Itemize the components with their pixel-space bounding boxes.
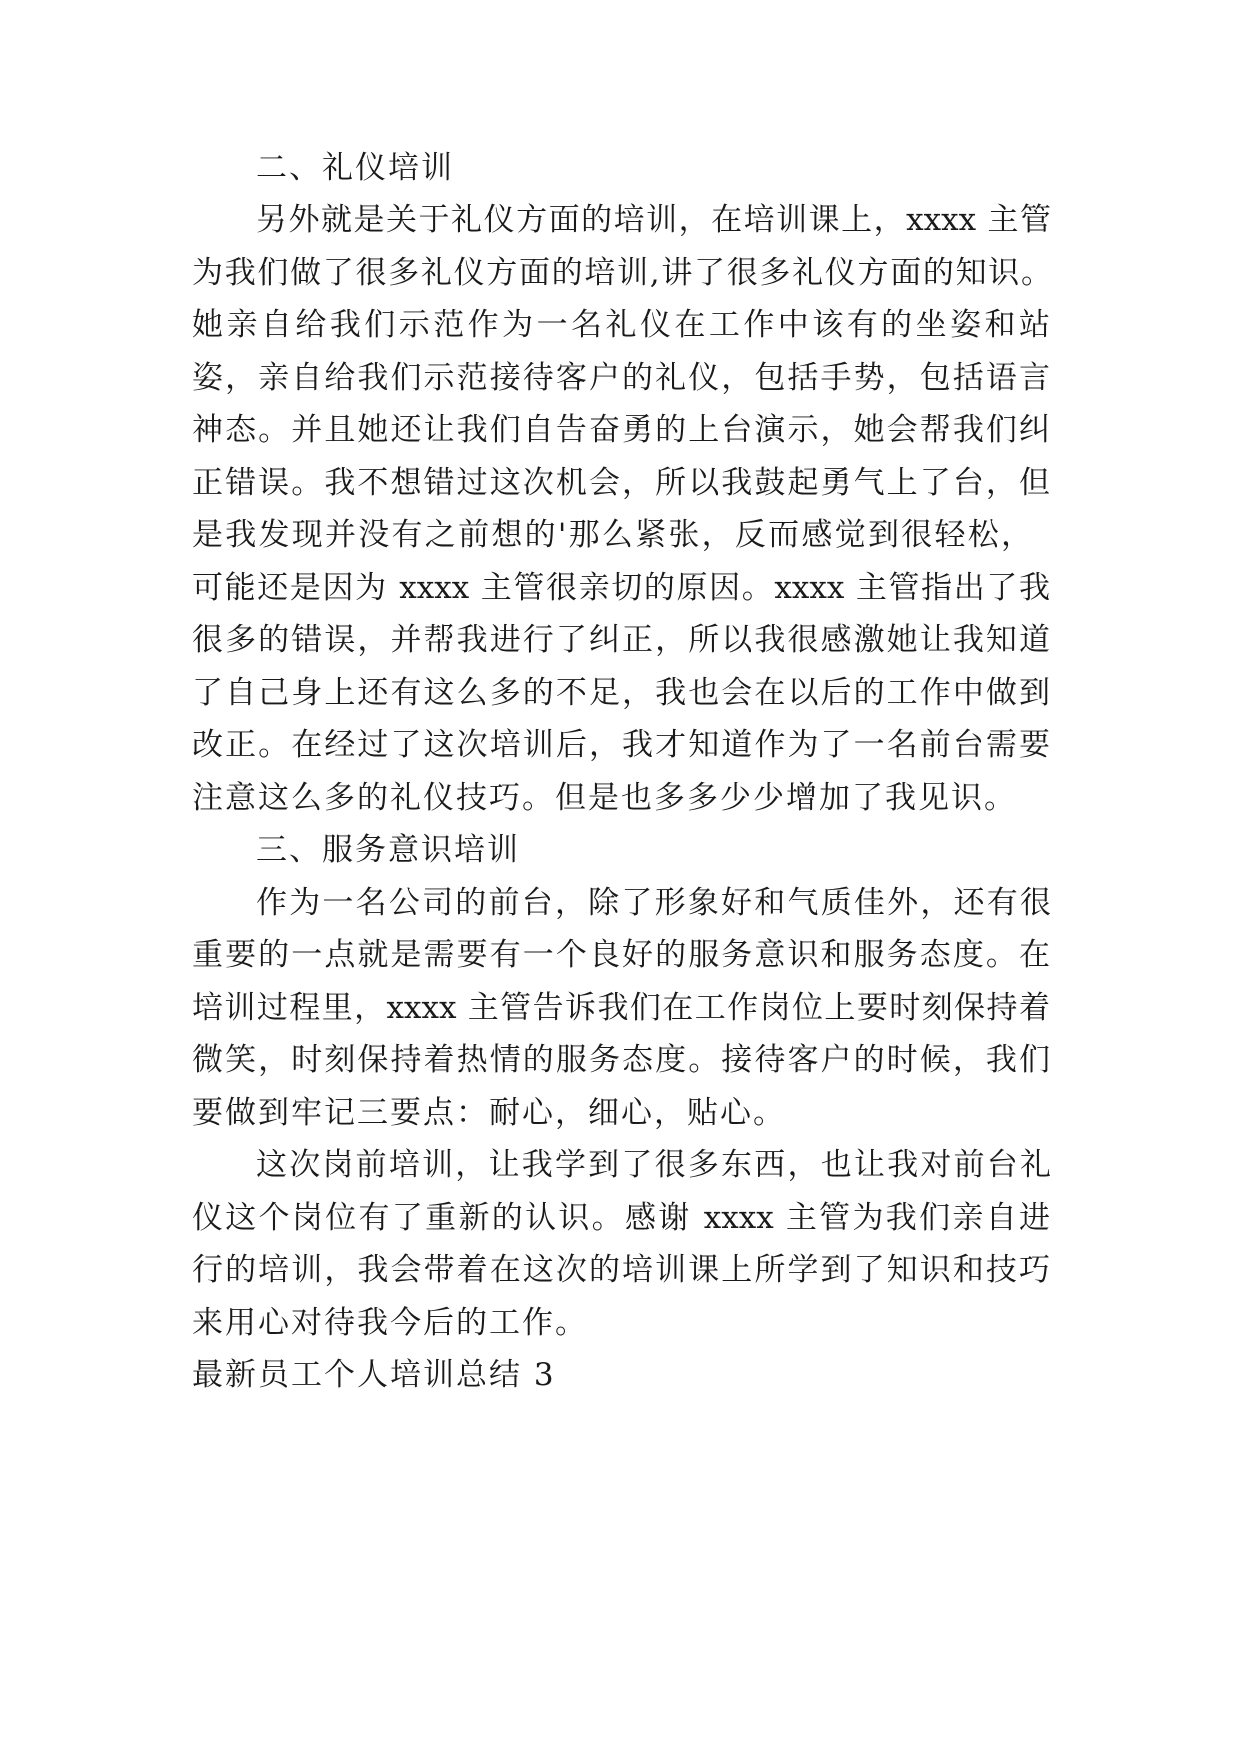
paragraph-line: 姿，亲自给我们示范接待客户的礼仪，包括手势，包括语言 (192, 360, 1050, 396)
paragraph-line: 了自己身上还有这么多的不足，我也会在以后的工作中做到 (192, 675, 1050, 711)
paragraph-line: 是我发现并没有之前想的'那么紧张，反而感觉到很轻松， (192, 517, 1032, 553)
paragraph-line: 神态。并且她还让我们自告奋勇的上台演示，她会帮我们纠 (192, 412, 1050, 448)
section-heading-service: 三、服务意识培训 (256, 832, 520, 868)
paragraph-line: 为我们做了很多礼仪方面的培训,讲了很多礼仪方面的知识。 (192, 255, 1052, 291)
paragraph-line: 来用心对待我今后的工作。 (192, 1305, 588, 1341)
document-section-title: 最新员工个人培训总结 3 (192, 1357, 556, 1393)
paragraph-line: 她亲自给我们示范作为一名礼仪在工作中该有的坐姿和站 (192, 307, 1050, 343)
paragraph-line: 作为一名公司的前台，除了形象好和气质佳外，还有很 (256, 885, 1051, 921)
paragraph-line: 很多的错误，并帮我进行了纠正，所以我很感激她让我知道 (192, 622, 1050, 658)
paragraph-line: 仪这个岗位有了重新的认识。感谢 xxxx 主管为我们亲自进 (192, 1200, 1050, 1236)
paragraph-line: 行的培训，我会带着在这次的培训课上所学到了知识和技巧 (192, 1252, 1050, 1288)
paragraph-line: 改正。在经过了这次培训后，我才知道作为了一名前台需要 (192, 727, 1050, 763)
paragraph-line: 微笑，时刻保持着热情的服务态度。接待客户的时候，我们 (192, 1042, 1050, 1078)
paragraph-line: 注意这么多的礼仪技巧。但是也多多少少增加了我见识。 (192, 780, 1017, 816)
paragraph-line: 重要的一点就是需要有一个良好的服务意识和服务态度。在 (192, 937, 1050, 973)
paragraph-line: 要做到牢记三要点：耐心，细心，贴心。 (192, 1095, 786, 1131)
paragraph-line: 可能还是因为 xxxx 主管很亲切的原因。xxxx 主管指出了我 (192, 570, 1050, 606)
paragraph-line: 培训过程里，xxxx 主管告诉我们在工作岗位上要时刻保持着 (192, 990, 1050, 1026)
paragraph-line: 另外就是关于礼仪方面的培训，在培训课上，xxxx 主管 (256, 202, 1051, 238)
paragraph-line: 正错误。我不想错过这次机会，所以我鼓起勇气上了台，但 (192, 465, 1050, 501)
section-heading-etiquette: 二、礼仪培训 (256, 150, 454, 186)
paragraph-line: 这次岗前培训，让我学到了很多东西，也让我对前台礼 (256, 1147, 1051, 1183)
